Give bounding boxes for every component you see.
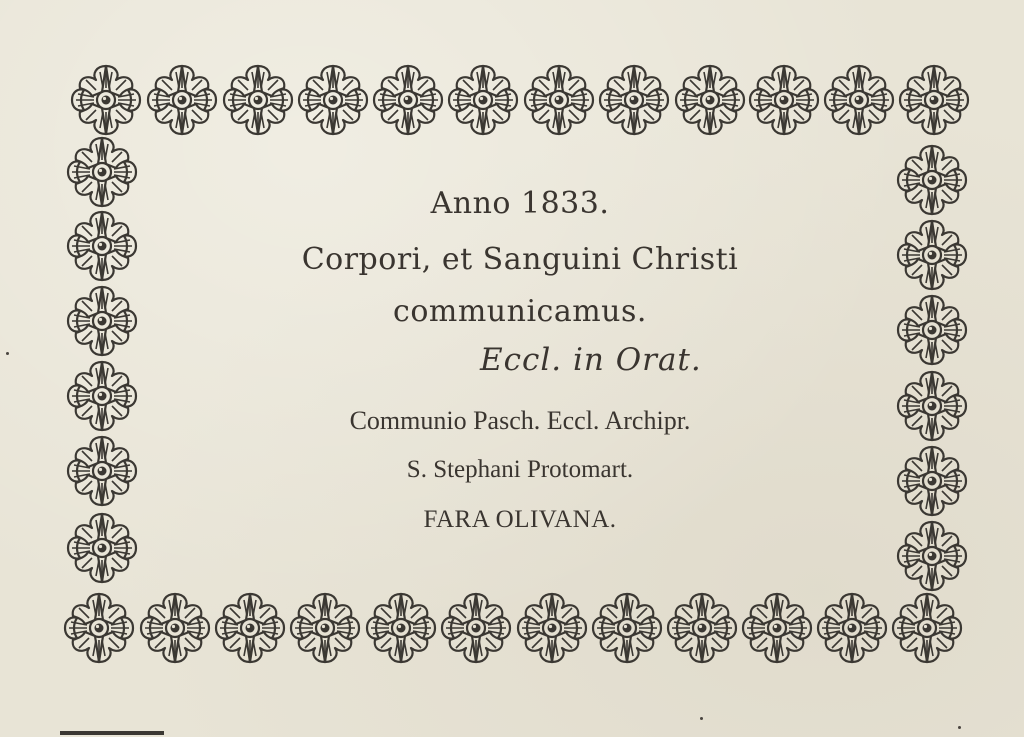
year-line: Anno 1833. [430, 186, 610, 221]
info-line-1: Communio Pasch. Eccl. Archipr. [349, 406, 691, 435]
rosette-icon [898, 146, 966, 214]
rosette-icon [65, 594, 133, 662]
rosette-icon [518, 594, 586, 662]
rosette-icon [750, 66, 818, 134]
rosette-icon [68, 138, 136, 206]
rosette-icon [898, 221, 966, 289]
rosette-icon [291, 594, 359, 662]
paper-speck [6, 352, 9, 355]
rosette-icon [72, 66, 140, 134]
rosette-icon [148, 66, 216, 134]
rosette-icon [224, 66, 292, 134]
rosette-icon [68, 212, 136, 280]
rosette-icon [68, 287, 136, 355]
rosette-icon [68, 437, 136, 505]
quote-line-2: communicamus. [393, 294, 647, 329]
quote-source: Eccl. in Orat. [480, 342, 702, 378]
edge-mark [60, 731, 164, 735]
info-line-3: FARA OLIVANA. [423, 506, 617, 533]
rosette-icon [593, 594, 661, 662]
rosette-icon [898, 296, 966, 364]
paper-speck [958, 726, 961, 729]
rosette-icon [898, 522, 966, 590]
paper-speck [700, 717, 703, 720]
quote-line-1: Corpori, et Sanguini Christi [301, 242, 739, 277]
rosette-icon [68, 362, 136, 430]
rosette-icon [600, 66, 668, 134]
rosette-icon [367, 594, 435, 662]
rosette-icon [68, 514, 136, 582]
rosette-icon [449, 66, 517, 134]
card-text [150, 170, 890, 570]
rosette-icon [898, 447, 966, 515]
rosette-icon [141, 594, 209, 662]
rosette-icon [668, 594, 736, 662]
rosette-icon [525, 66, 593, 134]
rosette-icon [825, 66, 893, 134]
rosette-icon [900, 66, 968, 134]
rosette-icon [743, 594, 811, 662]
rosette-icon [374, 66, 442, 134]
rosette-icon [898, 372, 966, 440]
rosette-icon [216, 594, 284, 662]
rosette-icon [676, 66, 744, 134]
info-line-2: S. Stephani Protomart. [406, 456, 634, 483]
rosette-icon [299, 66, 367, 134]
rosette-icon [442, 594, 510, 662]
rosette-icon [893, 594, 961, 662]
rosette-icon [818, 594, 886, 662]
